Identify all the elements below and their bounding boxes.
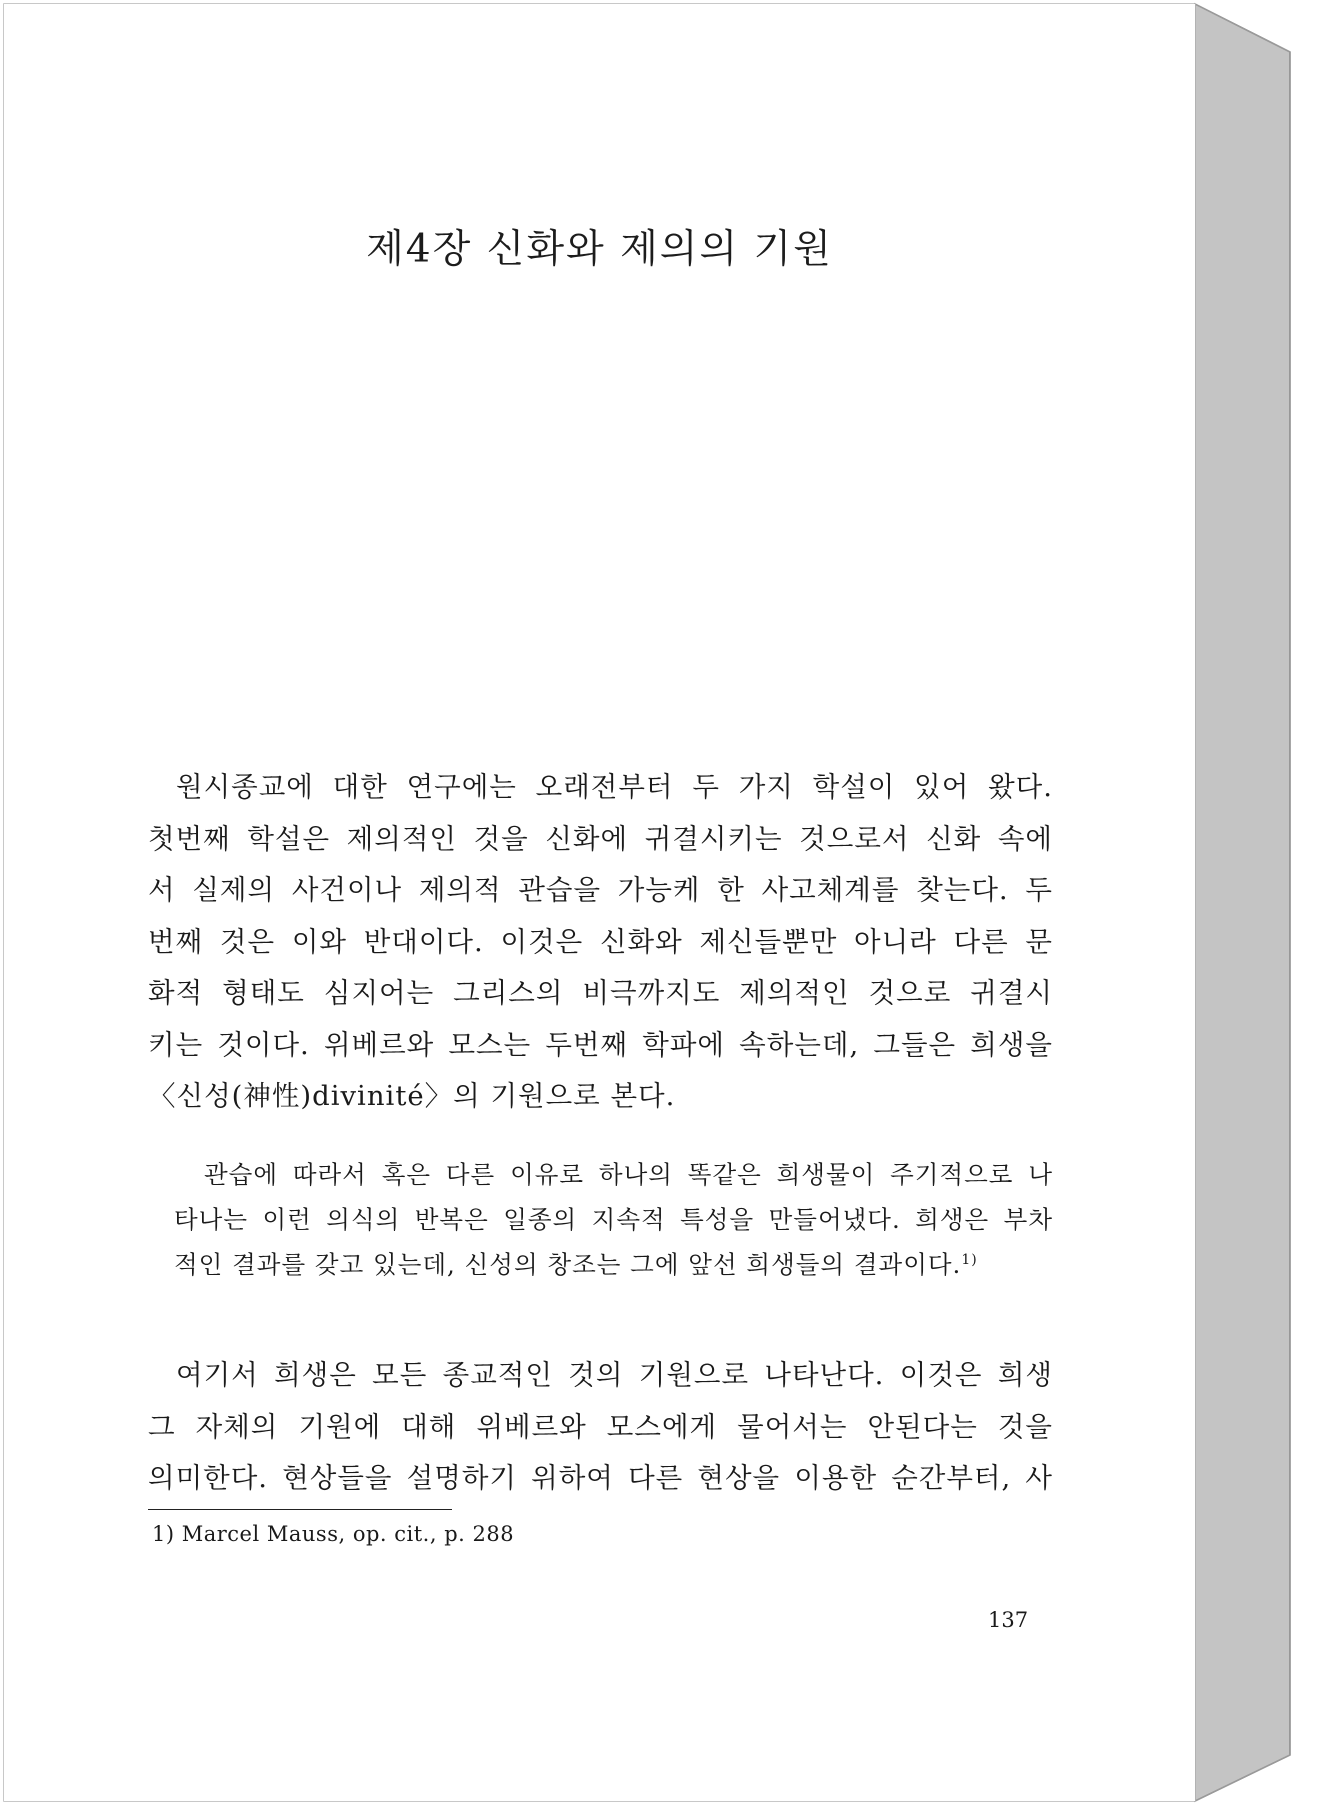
page-number: 137 xyxy=(988,1608,1029,1632)
block-quote xyxy=(174,1152,1053,1287)
text-line: 원시종교에 대한 연구에는 오래전부터 두 가지 학설이 있어 왔다. xyxy=(176,771,1053,803)
text-line: 첫번째 학설은 제의적인 것을 신화에 귀결시키는 것으로서 신화 속에 xyxy=(148,822,1053,855)
text-line: 화적 형태도 심지어는 그리스의 비극까지도 제의적인 것으로 귀결시 xyxy=(148,977,1053,1009)
text-line: 그 자체의 기원에 대해 위베르와 모스에게 물어서는 안된다는 것을 xyxy=(148,1410,1053,1443)
paragraph-2 xyxy=(148,1350,1053,1505)
footnote-marker: 1) xyxy=(961,1251,978,1268)
text-line: 번째 것은 이와 반대이다. 이것은 신화와 제신들뿐만 아니라 다른 문 xyxy=(148,925,1053,958)
quote-line-text: 적인 결과를 갖고 있는데, 신성의 창조는 그에 앞선 희생들의 결과이다. xyxy=(174,1250,962,1279)
text-line: 의미한다. 현상들을 설명하기 위하여 다른 현상을 이용한 순간부터, 사 xyxy=(148,1462,1053,1494)
page xyxy=(4,4,1195,1801)
text-line: 키는 것이다. 위베르와 모스는 두번째 학파에 속하는데, 그들은 희생을 xyxy=(148,1028,1053,1061)
quote-line: 관습에 따라서 혹은 다른 이유로 하나의 똑같은 희생물이 주기적으로 나 xyxy=(204,1160,1053,1189)
quote-line: 타나는 이런 의식의 반복은 일종의 지속적 특성을 만들어냈다. 희생은 부차 xyxy=(174,1205,1053,1234)
quote-line xyxy=(174,1242,1053,1287)
chapter-title: 제4장 신화와 제의의 기원 xyxy=(366,227,833,272)
text-line: 〈신성(神性)divinité〉의 기원으로 본다. xyxy=(148,1080,676,1112)
footnote-divider xyxy=(148,1509,452,1510)
paragraph-1 xyxy=(148,762,1053,1123)
text-line: 여기서 희생은 모든 종교적인 것의 기원으로 나타난다. 이것은 희생 xyxy=(176,1359,1053,1391)
footnote: 1) Marcel Mauss, op. cit., p. 288 xyxy=(152,1522,515,1546)
text-line: 서 실제의 사건이나 제의적 관습을 가능케 한 사고체계를 찾는다. 두 xyxy=(148,874,1053,906)
